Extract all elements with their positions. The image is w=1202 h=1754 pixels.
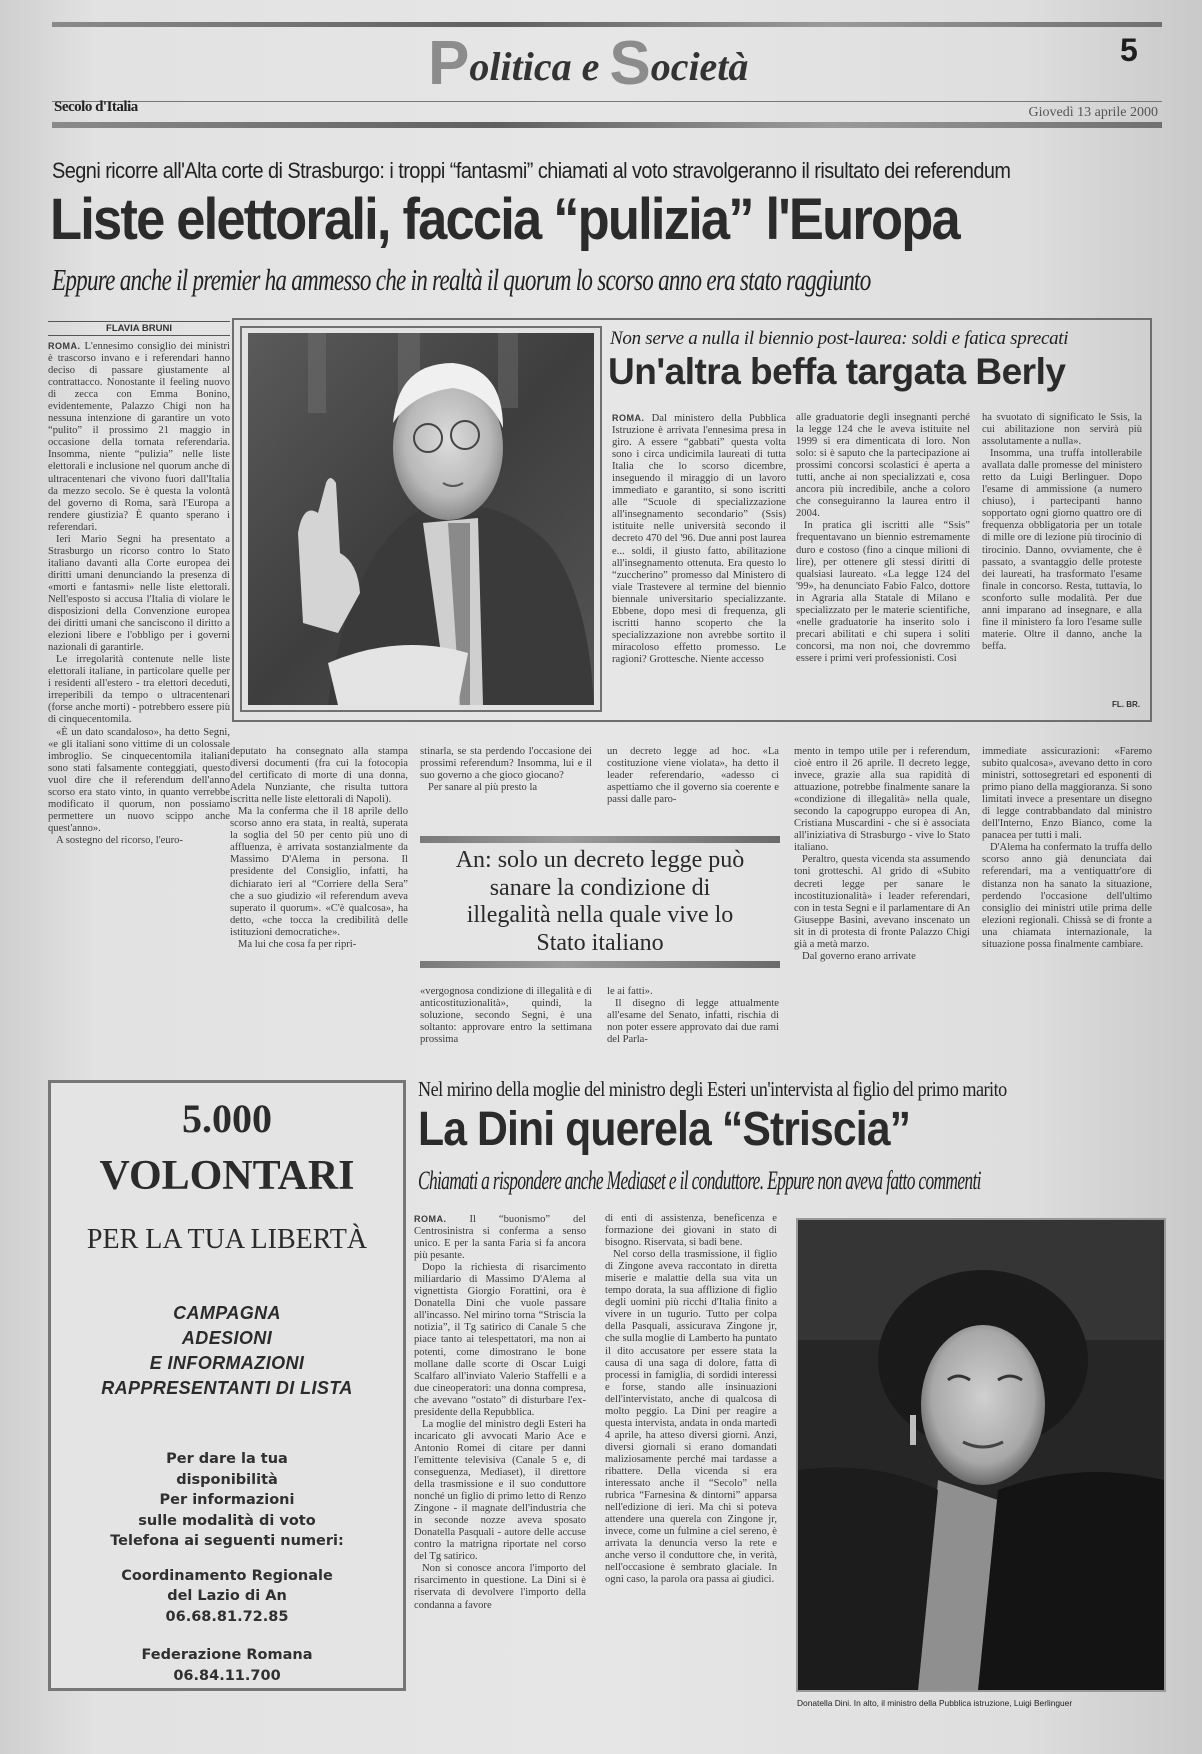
- paragraph: Insomma, una truffa intollerabile avallata dalle promesse del ministero retto da Luigi Berlinguer. Dopo l'esame di ammissione (a numero chiuso), i partecipanti hanno sopportato ogni giorno quattro ore di frequenza obbligatoria per un totale di mille ore di lezione più tirocinio di tirocinio. Danno, ovviamente, che è passato, a svantaggio delle proteste dei laureati, ha trasformato l'esame finale in concorso. Resta, tuttavia, lo sconforto sulle modalità. Per due anni imparano ad insegnare, e alla fine il ministero fa loro l'esame sulle materie. Oltre il danno, anche la beffa.: [982, 448, 1142, 652]
- berly-headline: Un'altra beffa targata Berly: [608, 351, 1066, 392]
- berly-column-1: [612, 412, 786, 708]
- lead-kicker: Segni ricorre all'Alta corte di Strasburgo: i troppi “fantasmi” chiamati al voto stravolgeranno il risultato dei referendum: [52, 158, 1011, 183]
- donatella-dini-photo-image: [798, 1220, 1164, 1690]
- section-title-part-1: olitica e: [469, 44, 610, 89]
- ad-info-line: disponibilità: [176, 1471, 278, 1488]
- paragraph: Le irregolarità contenute nelle liste elettorali italiane, in particolare quelle per i residenti all'estero - tra elettori deceduti, irreperibili da tempo o ultracentenari (forse anche morti) - potrebbero essere più di cinquecentomila.: [48, 654, 230, 726]
- berly-column-2: [796, 412, 970, 708]
- ad-info: [51, 1449, 403, 1552]
- paragraph: Peraltro, questa vicenda sta assumendo toni grotteschi. Al grido di «Subito decreti legge per sanare le incostituzionalità» i leader referendari, con in testa Segni e il parlamentare di An Giuseppe Basini, avevano inscenato un sit in di protesta di fronte Palazzo Chigi già a metà marzo.: [794, 854, 970, 950]
- pull-quote: [420, 836, 780, 960]
- paragraph: alle graduatorie degli insegnanti perché la legge 124 che le aveva istituite nel 1999 si era dimenticata di loro. Non solo: si è saputo che la partecipazione ai prossimi concorsi scolastici è aperta a tutti, anche ai non specializzati e, cosa ancora più incredibile, anche a coloro che conseguiranno la laurea entro il 2004.: [796, 412, 970, 520]
- paragraph: Non si conosce ancora l'importo del risarcimento in questione. La Dini si è riservata di devolvere l'importo della condanna a favore: [414, 1563, 586, 1611]
- berly-dateline: ROMA.: [612, 413, 645, 423]
- paragraph: Dal governo erano arrivate: [802, 950, 916, 962]
- pull-quote-top-bar: [420, 836, 780, 843]
- berly-kicker: Non serve a nulla il biennio post-laurea: soldi e fatica sprecati: [610, 328, 1069, 349]
- paragraph: Il “buonismo” del Centrosinistra si conferma a senso unico. E per la santa Faria si fa ancora più pesante.: [414, 1214, 586, 1262]
- dini-headline: La Dini querela “Striscia”: [418, 1103, 911, 1156]
- paragraph: L'ennesimo consiglio dei ministri è trascorso invano e i referendari hanno deciso di passare giustamente al contrattacco. Nonostante il feeling nuovo di zecca con Emma Bonino, evidentemente, Palazzo Chigi non ha nessuna intenzione di garantire un voto “pulito” il prossimo 21 maggio in occasione della tornata referendaria. Insomma, niente “pulizia” nelle liste elettorali e inclusione nel quorum anche di ultracentenari che vivono fuori dall'Italia da mezzo secolo. Se è questa la volontà del governo di Roma, sarà l'Europa a rendere giustizia? È quanto sperano i referendari.: [48, 341, 230, 533]
- ad-campaign-line: E INFORMAZIONI: [149, 1353, 305, 1373]
- section-title-part-2: ocietà: [650, 44, 749, 89]
- paragraph: le ai fatti».: [607, 986, 653, 997]
- dini-dateline: ROMA.: [414, 1214, 447, 1224]
- paragraph: «vergognosa condizione di illegalità e di anticostituzionalità», quindi, la soluzione, secondo Segni, è una soltanto: approvare entro la settimana prossima: [420, 986, 592, 1046]
- lead-column-5: [794, 746, 970, 1048]
- section-initial-s: S: [609, 29, 651, 98]
- berly-column-3: [982, 412, 1142, 696]
- paragraph: Ma la conferma che il 18 aprile dello scorso anno era stata, in realtà, superata la soglia del 50 per cento più uno di affluenza, è arrivata sostanzialmente da Massimo D'Alema in persona. Il presidente del Consiglio, infatti, ha dichiarato ieri al “Corriere della Sera” che a suo giudizio «il referendum aveva superato il quorum». «C'è qualcosa», ha detto, «che tocca la credibilità delle istituzioni democratiche».: [230, 806, 408, 938]
- ad-contact-regional: [51, 1566, 403, 1628]
- paragraph: D'Alema ha confermato la truffa dello scorso anno già denunciata dai referendari, ma a ventiquattr'ore di distanza non ha sanato la situazione, perdendo l'occasione dell'ultimo consiglio dei ministri utile prima delle elezioni regionali. Chissà se di fronte a una chiamata internazionale, la situazione possa finalmente cambiare.: [982, 842, 1152, 950]
- paragraph: «È un dato scandaloso», ha detto Segni, «e gli italiani sono vittime di un colossale imbroglio. Se cinquecentomila italiani sono stati falsamente conteggiati, questo vuol dire che il referendum dell'anno scorso era stato vinto, in quanto verrebbe modificato il quorum, non possiamo permettere un nuovo scippo anche quest'anno».: [48, 726, 230, 834]
- paragraph: Il disegno di legge attualmente all'esame del Senato, infatti, rischia di non poter essere approvato dai due rami del Parla-: [607, 998, 779, 1046]
- lead-column-1: [48, 340, 230, 1048]
- issue-date: Giovedì 13 aprile 2000: [1028, 105, 1158, 120]
- paragraph: stinarla, se sta perdendo l'occasione dei prossimi referendum? Insomma, lui e il suo governo a che gioco giocano?: [420, 746, 592, 782]
- paragraph: Per sanare al più presto la: [428, 782, 538, 794]
- ad-contact-name: del Lazio di An: [167, 1588, 287, 1604]
- paragraph: In pratica gli iscritti alle “Ssis” frequentavano un biennio estremamente duro e costoso (fino a cinque milioni di lire), per ottenere gli stessi diritti di qualsiasi laureato. «La legge 124 del '99», ha denunciato Fabio Falco, dottore in Agraria alla Statale di Milano e specializzato per le materie scientifiche, «nelle graduatorie ha inserito solo i precari abilitati e chi supera i soliti concorsi, ma non noi, che dovremmo essere i primi veri professionisti. Così: [796, 520, 970, 664]
- ad-campaign: [51, 1301, 403, 1401]
- lead-column-4-bottom: [607, 986, 779, 1048]
- paragraph: un decreto legge ad hoc. «La costituzione viene violata», ha detto il leader referendario, «adesso ci aspettiamo che il governo sia coerente e passi dalle paro-: [607, 746, 779, 806]
- dini-column-2: [605, 1213, 777, 1698]
- pull-quote-bottom-bar: [420, 961, 780, 968]
- berlinguer-photo-image: [248, 333, 594, 705]
- ad-info-line: sulle modalità di voto: [138, 1512, 316, 1529]
- ad-contact-phone: 06.84.11.700: [173, 1667, 281, 1684]
- paragraph: deputato ha consegnato alla stampa diversi documenti (fra cui la fotocopia del certificato di morte di una donna, Adela Nunziante, che risulta tuttora iscritta nelle liste elettorali di Napoli).: [230, 746, 408, 806]
- ad-info-line: Per informazioni: [159, 1492, 295, 1508]
- paragraph: Ieri Mario Segni ha presentato a Strasburgo un ricorso contro lo Stato italiano davanti alla Corte europea dei diritti umani denunciando la presenza di «morti e fantasmi» nelle liste elettorali. Nell'esposto si accusa l'Italia di violare le disposizioni della Convenzione europea dei diritti umani che sanciscono il diritto a elezioni libere e l'obbligo per i governi nazionali di garantirle.: [48, 533, 230, 654]
- photo-caption: Donatella Dini. In alto, il ministro della Pubblica istruzione, Luigi Berlinguer: [797, 1698, 1073, 1708]
- lead-headline: Liste elettorali, faccia “pulizia” l'Europa: [50, 187, 959, 252]
- paragraph: Nel corso della trasmissione, il figlio di Zingone aveva raccontato in diretta miserie e malattie della sua vita un tempo dorata, la sua afflizione di figlio degli uomini più ricchi d'Italia finito a vivere in un tugurio. Tutto per colpa della Pasquali, assicurava Zingone jr, che sulla moglie di Lamberto ha puntato il dito accusatore per essere stata la causa di una saga di dolore, fatta di processi in famiglia, di sordidi interessi e forse, stando alle insinuazioni dell'intervistato, anche di qualcosa di molto peggio. La Dini per reagire a questa intervista, andata in onda martedì 4 aprile, ha atteso diversi giorni. Anzi, diversi giornali si erano domandati maliziosamente perché mai tardasse a ribattere. Della vicenda si era interessato anche il “Secolo” nella rubrica “Farnesina & dintorni” apparsa nell'edizione di ieri. Ma chi si poteva attendere una querela con Zingone jr, invece, come un fulmine a ciel sereno, è arrivata la denuncia verso la rete e anche verso il conduttore che, in verità, nell'occasione è sembrato glaciale. In ogni caso, la parola ora passa ai giudici.: [605, 1249, 777, 1586]
- paragraph: immediate assicurazioni: «Faremo subito qualcosa», avevano detto in coro ministri, sottosegretari ed esponenti di primo piano della maggioranza. Si sono limitati invece a presentare un disegno di legge contrabbandato dal ministro dell'Interno, Enzo Bianco, come la panacea per tutti i mali.: [982, 746, 1152, 842]
- ad-campaign-line: RAPPRESENTANTI DI LISTA: [101, 1378, 353, 1398]
- dateline: ROMA.: [48, 341, 81, 351]
- ad-headline: VOLONTARI: [99, 1153, 355, 1199]
- dini-deck: Chiamati a rispondere anche Mediaset e il conduttore. Eppure non aveva fatto commenti: [418, 1166, 981, 1195]
- ad-info-line: Per dare la tua: [166, 1451, 288, 1467]
- section-title: [428, 28, 788, 98]
- paragraph: Dal ministero della Pubblica Istruzione è arrivata l'ennesima presa in giro. A essere “gabbati” questa volta sono i circa undicimila laureati di tutta Italia che lo scorso dicembre, inseguendo il miraggio di un lavoro immediato e garantito, si sono iscritti alle “Scuole di specializzazione all'insegnamento secondario” (Ssis) istituite nelle università secondo il decreto 470 del '96. Due anni post laurea e... soldi, il giusto fatto, abilitazione all'insegnamento ottenuta. Era questo lo “zuccherino” promesso dal Ministero di viale Trastevere al termine del biennio biennale universitario specializzante. Ebbene, dopo mesi di frequenza, gli iscritti hanno scoperto che la specializzazione non avrebbe sortito il miracoloso effetto promesso. Le ragioni? Grottesche. Niente accesso: [612, 413, 786, 665]
- masthead-top-rule: [52, 22, 1162, 27]
- section-initial-p: P: [428, 29, 470, 98]
- dini-kicker: Nel mirino della moglie del ministro degli Esteri un'intervista al figlio del primo marito: [418, 1077, 1007, 1101]
- paragraph: Ma lui che cosa fa per ripri-: [238, 938, 357, 950]
- ad-campaign-line: CAMPAGNA: [173, 1303, 281, 1323]
- lead-column-6: [982, 746, 1152, 1048]
- lead-deck: Eppure anche il premier ha ammesso che in realtà il quorum lo scorso anno era stato raggiunto: [52, 262, 871, 297]
- ad-number: 5.000: [182, 1096, 272, 1141]
- ad-subhead: PER LA TUA LIBERTÀ: [86, 1224, 368, 1255]
- page-number: 5: [1120, 32, 1138, 68]
- pull-quote-text: An: solo un decreto legge può sanare la condizione di illegalità nella quale vive lo Stato italiano: [455, 847, 745, 956]
- dini-column-1: [414, 1213, 586, 1698]
- lead-column-3-bottom: [420, 986, 592, 1048]
- lead-column-3-top: [420, 746, 592, 818]
- paragraph: di enti di assistenza, beneficenza e formazione dei giovani in stato di bisogno. Riservata, si badi bene.: [605, 1213, 777, 1249]
- berlinguer-photo: [248, 333, 594, 705]
- ad-contact-roman: [51, 1645, 403, 1686]
- donatella-dini-photo: [796, 1218, 1166, 1692]
- paragraph: Dopo la richiesta di risarcimento miliardario di Massimo D'Alema al vignettista Giorgio Forattini, ora è Donatella Dini che vuole passare all'incasso. Nel mirino torna “Striscia la notizia”, il Tg satirico di Canale 5 che piace tanto ai telespettatori, ma non ai potenti, come dimostrano le bone mollane dalle scorte di Oscar Luigi Scalfaro all'inviato Valerio Staffelli e a due cineoperatori: una donna compresa, che avevano “ostato” di disturbare l'ex-presidente della Repubblica.: [414, 1262, 586, 1418]
- newspaper-name: Secolo d'Italia: [54, 99, 138, 115]
- paragraph: A sostegno del ricorso, l'euro-: [56, 834, 183, 846]
- masthead-bottom-rule: [52, 122, 1162, 128]
- volunteers-advertisement: [48, 1080, 406, 1691]
- byline: FLAVIA BRUNI: [48, 321, 230, 336]
- ad-contact-name: Coordinamento Regionale: [121, 1567, 333, 1584]
- paragraph: ha svuotato di significato le Ssis, la cui abilitazione non servirà più assolutamente a nulla».: [982, 412, 1142, 448]
- author-credit: FL. BR.: [1112, 700, 1140, 709]
- masthead-mid-rule: [52, 101, 1162, 102]
- ad-contact-name: Federazione Romana: [141, 1647, 313, 1663]
- lead-column-2: [230, 746, 408, 1046]
- ad-contact-phone: 06.68.81.72.85: [165, 1608, 289, 1625]
- paragraph: mento in tempo utile per i referendum, cioè entro il 26 aprile. Il decreto legge, invece, grazie alla sua rapidità di attuazione, potrebbe finalmente sanare la «condizione di illegalità» nella quale, secondo la capogruppo europea di An, Cristiana Muscardini - che si è associata all'iniziativa di Strasburgo - vive lo Stato italiano.: [794, 746, 970, 854]
- paragraph: La moglie del ministro degli Esteri ha incaricato gli avvocati Mario Ace e Antonio Romei di citare per danni l'emittente televisiva (Canale 5 e, di conseguenza, Mediaset), il direttore della trasmissione e il suo conduttore nonché un figlio di primo letto di Renzo Zingone - il magnate dell'industria che in seconde nozze aveva sposato Donatella Pasquali - autore delle accuse contro la matrigna riportate nel corso del Tg satirico.: [414, 1418, 586, 1563]
- ad-info-line: Telefona ai seguenti numeri:: [110, 1533, 344, 1549]
- lead-column-4-top: [607, 746, 779, 818]
- ad-campaign-line: ADESIONI: [181, 1328, 273, 1348]
